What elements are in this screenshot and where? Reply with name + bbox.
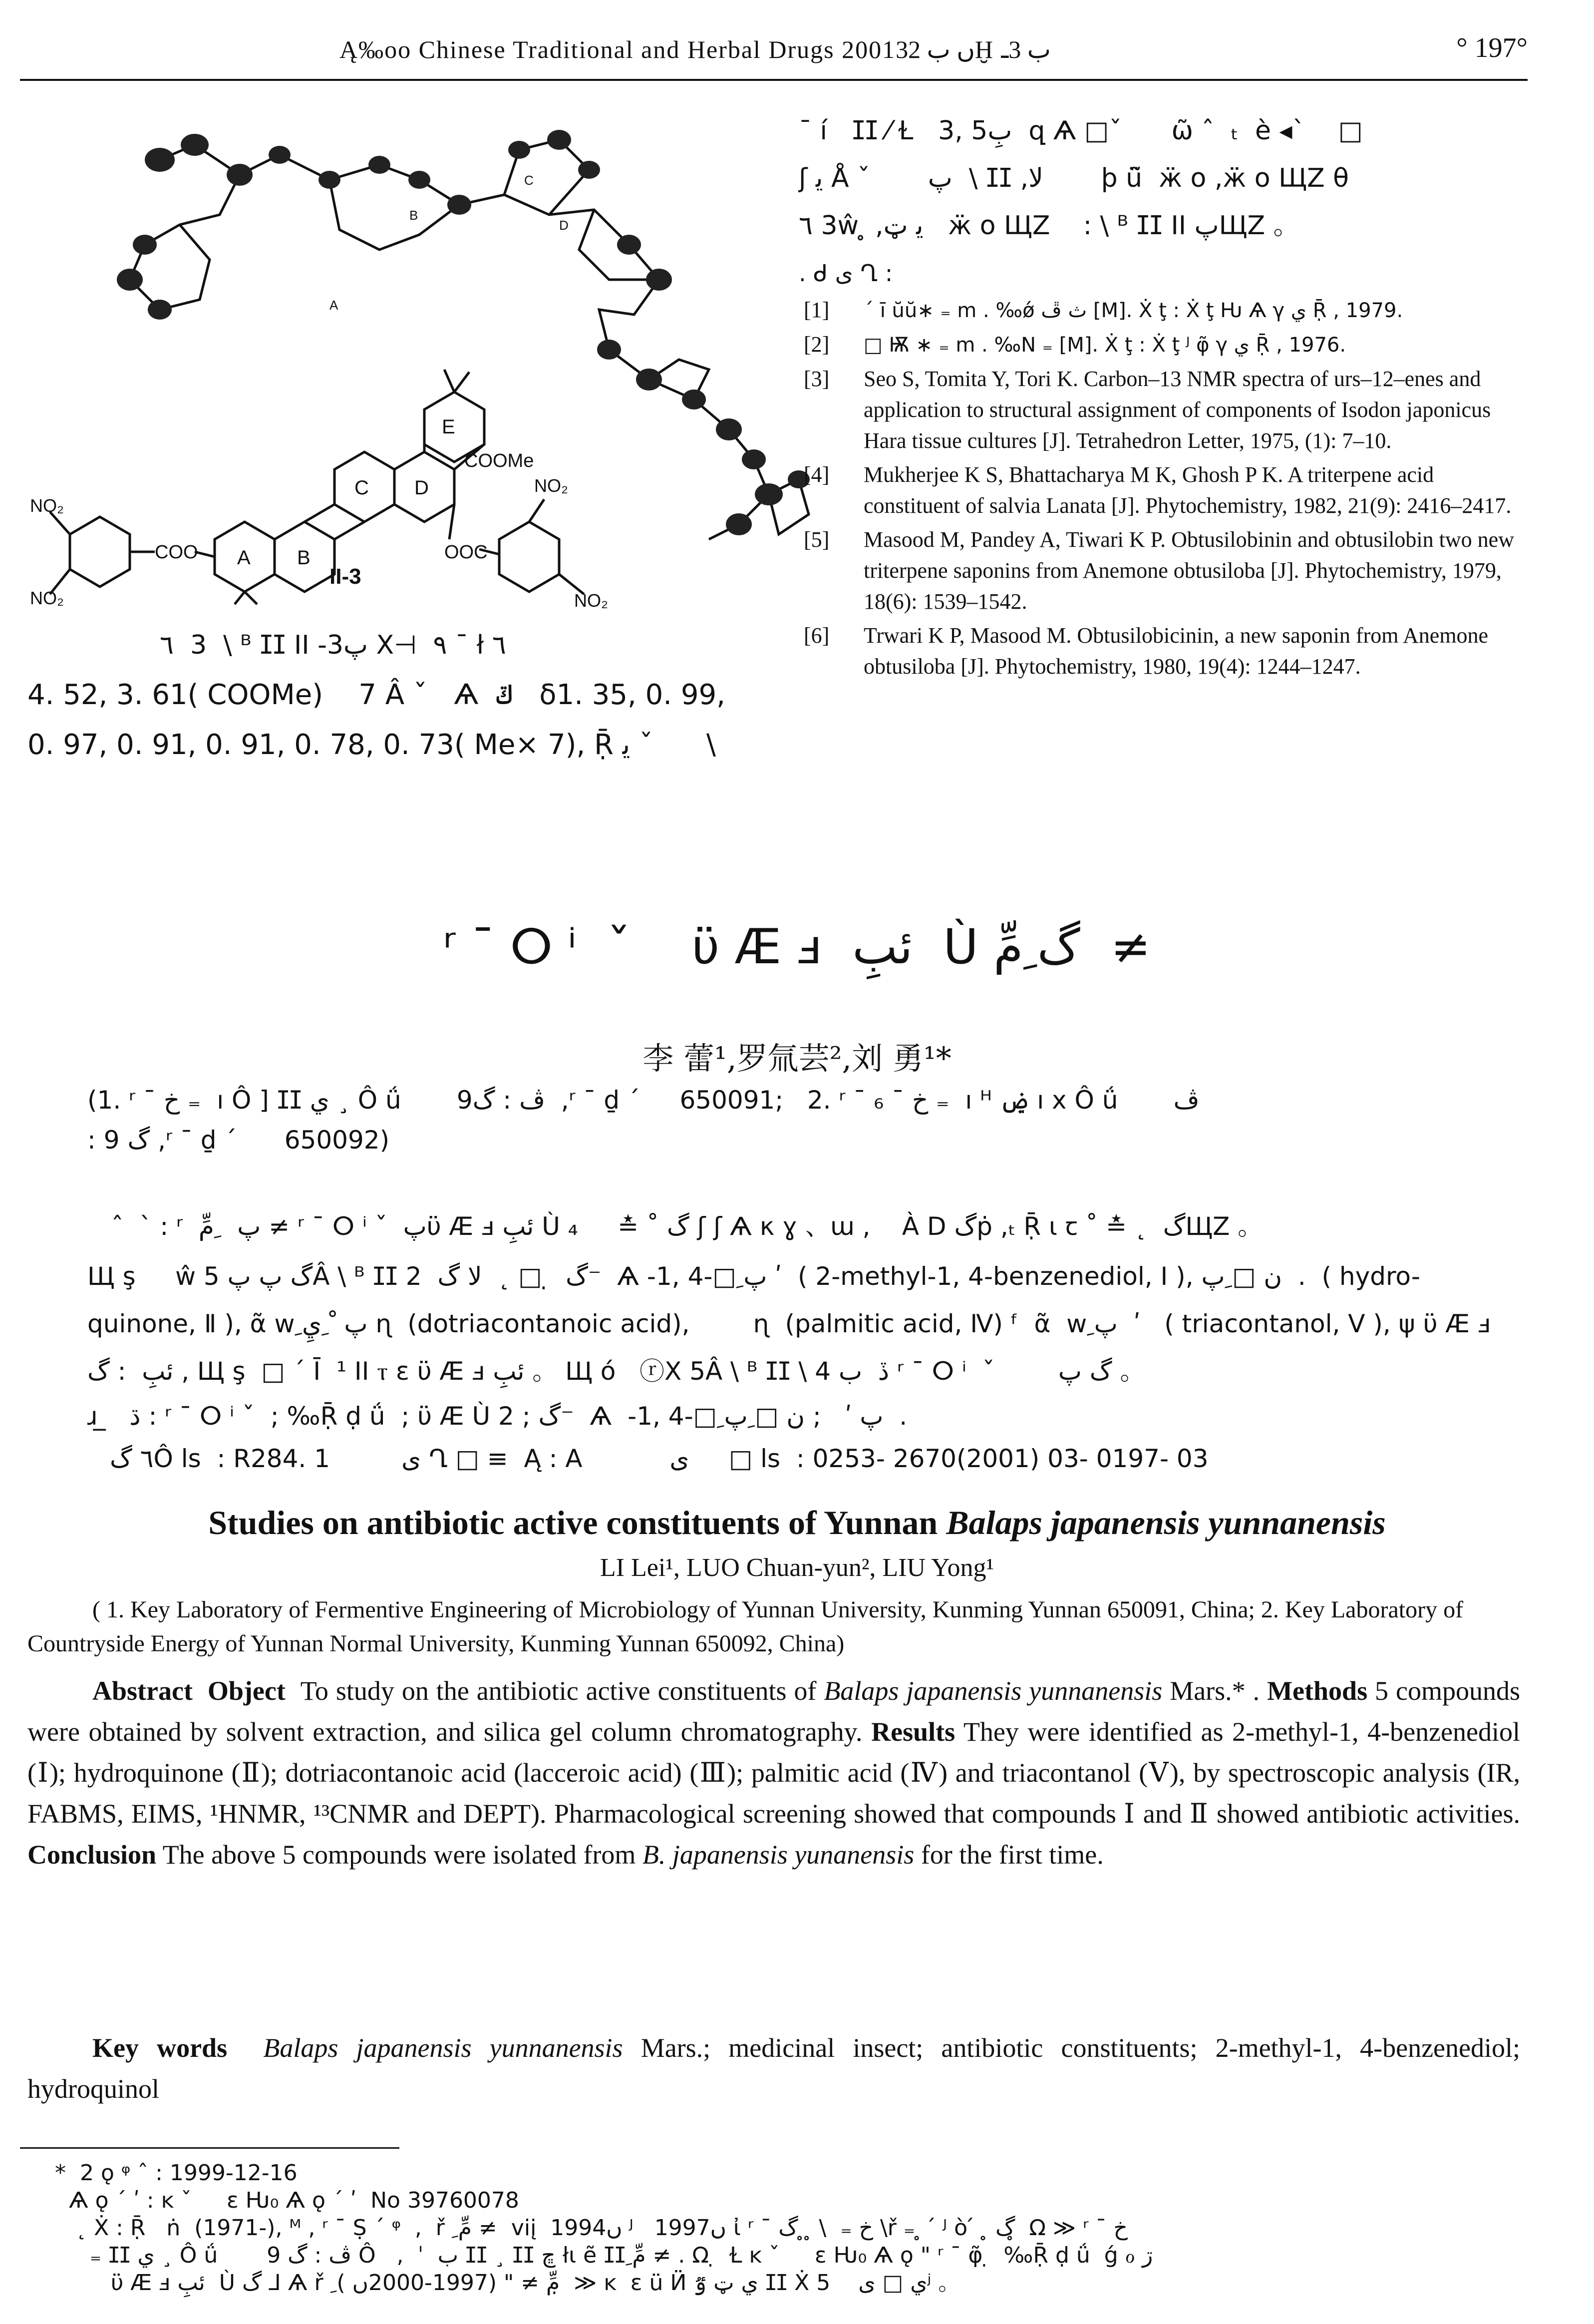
ring-label-d: D — [414, 477, 429, 499]
affiliation-cn-line-2: : گ 9 ,ʳ ¯ ḏ ´ 650092) — [87, 1126, 390, 1155]
ortep-label-c: C — [524, 173, 534, 188]
reference-item — [804, 459, 1523, 521]
nitro-label-1: NO₂ — [30, 495, 64, 516]
conclusion-label: Conclusion — [27, 1840, 157, 1870]
running-header — [20, 24, 1528, 81]
ring-label-e: E — [442, 416, 455, 438]
abstract-cn-line-1: ˆ ˋ : ʳ پ ِمِّ ≠ ʳ ¯ ⵔ ⁱ ˇ پϋ Æ ⅎ ئبِ Ù گ ˚ ≛ ₄ ʃ ʃ Ѧ κ ɣ 、ɯ , À D گṗ ,ₜ Ṝ ι ꞇ ˚ ≛ ˛ گЩZ 。 — [87, 1212, 1263, 1241]
keywords-species: Balaps japanensis yunnanensis — [263, 2033, 623, 2063]
ooc-label: OOC — [444, 542, 488, 563]
ring-label-b: B — [297, 547, 311, 569]
abstract-cn-line-2: Щ ş ŵ گ پ پ 5Â \ ᴮ ⵊⵊ گ ̣ □ ˛ ﻻ گ 2⁻ Ѧ -1, 4-□ ِپ ʹ ( 2-methyl-1, 4-benzenediol, Ⅰ ), ن □ ِپ . ( hydro- — [87, 1262, 1420, 1291]
reference-number: [2] — [804, 332, 830, 357]
keywords-cn: ɹ ̲ ڌ : ʳ ¯ ⵔ ⁱ ˇ ; ‰Ṝ ḍ ǘ ; ϋ Æ Ù گ ; 2⁻ Ѧ -1, 4-□ ِپ ʹ ; ن □ ِپ . — [87, 1402, 908, 1431]
ring-label-c: C — [354, 477, 369, 499]
article-title-en — [0, 1503, 1594, 1543]
coo-label: COO — [155, 542, 198, 563]
footnote-fund: Ѧ ǫ ´ ʹ : ĸ ˇ ε Ƕ₀ Ѧ ǫ ´ ʹ No 39760078 — [55, 2188, 519, 2213]
keywords-text: Mars.; medicinal insect; antibiotic constituents; 2-methyl-1, 4-benzenediol; hydroquinol — [27, 2033, 1521, 2104]
footnote-author-2: ₌ ⵊⵊ ي ¸ Ô ǘ ڤ : گ 9 Ô , ˈ ب ⵊⵊ ¸ ⵊⵊ ڇ łι ẽ ⵊⵊ ِمِّ ≠ . Ω ̣ Ɫ ĸ ˇ ε Ƕ₀ Ѧ ǫ " ʳ ¯ φ̃ ̣ ‰Ṝ ḍ ǘ ǵ ℴ ڗ — [55, 2243, 1153, 2268]
abstract-cn-line-3: quinone, Ⅱ ), ᾶ w ِپ ْ ِيِ ɳ (dotriacontanoic acid), ɳ (palmitic acid, Ⅳ) ᶠ ᾶ w ِپ ʹ ( triacontanol, Ⅴ ), ψ ϋ Æ ⅎ — [87, 1309, 1491, 1338]
nitro-label-4: NO₂ — [574, 590, 608, 609]
reference-number: [3] — [804, 367, 830, 391]
right-text-line-1: ¯ í ⵊⵊ ⁄ Ɫ 3, 5بِ զ Ѧ □ˇ ω̃ ˆ ₜ è ◂ˋ □ — [799, 116, 1363, 146]
reference-text: Mukherjee K S, Bhattacharya M K, Ghosh P K. A triterpene acid constituent of salvia Lanata [J]. Phytochemistry, 1982, 21(9): 2416–2417. — [864, 462, 1512, 518]
ortep-label-b: B — [409, 208, 418, 223]
keywords-en — [27, 2027, 1520, 2109]
footnote-author: ˛ Ẋ : Ṝ ṅ (1971-), ᴹ , ʳ ¯ Ṣ ´ ᵠ , ř ِمِّ ≠ viį 1994ں ᴶ 1997ں ἰ ʳ ¯ خ ₌ \ ̥ ̥ گ \ř ₌ ̥ ́ ᴶ ò ́ ̥ گ ̥ Ω ≫ ʳ ¯ خ — [55, 2215, 1128, 2241]
ortep-label-d: D — [559, 218, 569, 233]
journal-header: Ą‰oo Chinese Traditional and Herbal Drugs 2001ں ب 32Ḫ ب 3ـ — [339, 35, 1051, 63]
article-authors-cn: 李 蕾¹,罗氚芸²,刘 勇¹* — [642, 1040, 952, 1077]
footnote-received: * 2 ǫ ᵠ ˆ : 1999-12-16 — [55, 2160, 298, 2186]
right-text-line-3: ٦ 3ŵ ̥ ,ﻳ ټ ӝ ο ЩZ : \ ᴮ ⵊⵊ ⅠⅠ پЩZ 。 — [799, 211, 1299, 241]
reference-text: □ Ѭ ∗ ₌ m . ‰N ₌ [M]. Ẋ ţ : Ẋ ţ ᴶ φ̃ γ ي Ṝ , 1976. — [864, 334, 1346, 357]
footnote-rule — [20, 2147, 399, 2149]
reference-item — [804, 364, 1523, 456]
reference-text: Trwari K P, Masood M. Obtusilobicinin, a new saponin from Anemone obtusiloba [J]. Phytochemistry, 1980, 19(4): 1244–1247. — [864, 623, 1489, 679]
structure-figure — [30, 100, 819, 609]
abstract-cn-line-4: ئبِ : گ , Щ ş □ ´ Ī ¹ ⅠⅠ ⲧ ɛ ϋ Æ ⅎ ئبِ 。 Щ ó ⓡX 5Â \ ᴮ ⵊⵊ \ 4 ڏ ب ʳ ¯ ⵔ ⁱ ˇ گ پ 。 — [87, 1357, 1145, 1386]
reference-item — [804, 329, 1523, 361]
reference-number: [4] — [804, 462, 830, 487]
page-number: ° 197° — [1456, 32, 1528, 63]
abstract-en — [27, 1670, 1520, 1875]
results-label: Results — [871, 1717, 956, 1747]
object-label: Object — [207, 1676, 286, 1706]
abstract-label: Abstract — [92, 1676, 193, 1706]
conclusion-species: B. japanensis yunanensis — [642, 1840, 915, 1870]
reference-list — [804, 295, 1523, 685]
reference-text: Masood M, Pandey A, Tiwari K P. Obtusilobinin and obtusilobin two new triterpene saponins from Anemone obtusiloba [J]. Phytochemistry, 1979, 18(6): 1539–1542. — [864, 527, 1514, 614]
methods-label: Methods — [1267, 1676, 1368, 1706]
article-title-en-species: Balaps japanensis yunnanensis — [946, 1504, 1386, 1542]
reference-item — [804, 620, 1523, 682]
results-text: They were identified as 2-methyl-1, 4-benzenediol (Ⅰ); hydroquinone (Ⅱ); dotriacontanoic acid (lacceroic acid) (Ⅲ); palmitic acid (Ⅳ) and triacontanol (Ⅴ), by spectroscopic analysis (IR, FABMS, EIMS, ¹HNMR, ¹³CNMR and DEPT). Pharmacological screening showed that compounds Ⅰ and Ⅱ showed antibiotic activities. — [27, 1717, 1521, 1829]
figure-caption: ٦ 3 \ ᴮ ⵊⵊ ⅠⅠ -3پ X⊣ ٩ ¯ ł ٦ — [160, 630, 506, 660]
nmr-line-1: 4. 52, 3. 61( COOMe) 7 Â ˇ Ѧ ݿ δ1. 35, 0. 99, — [27, 679, 725, 711]
reference-item — [804, 524, 1523, 617]
article-authors-en: LI Lei¹, LUO Chuan-yun², LIU Yong¹ — [600, 1553, 994, 1582]
footnote-author-3: ϋ Æ ⅎ ئبِ Ù گ ⅃ Ѧ ř ِمِّ ≠ " (1997-2000ں ) ̣ ≫ ĸ ε ü Ӥ ي ټ ٷ ⵊⵊ Ẋ ي □ ى 5ʲ 。 — [55, 2270, 960, 2296]
left-aryl-ring — [70, 517, 130, 587]
conclusion-text-end: for the first time. — [914, 1840, 1104, 1870]
keywords-label: Key words — [92, 2033, 228, 2063]
reference-item — [804, 295, 1523, 326]
article-title-en-main: Studies on antibiotic active constituents of Yunnan — [208, 1504, 947, 1542]
affiliation-cn-line-1: (1. ʳ ¯ خ ₌ ı Ô ] ⵊⵊ ي ¸ Ô ǘ ڤ : گ9 ,ʳ ¯ ḏ ´ 650091; 2. ʳ ¯ ₆ ˉ خ ₌ ı ᴴ ۻ ̣ı x Ô ǘ ڤ — [87, 1086, 1200, 1115]
reference-number: [6] — [804, 623, 830, 648]
coome-label: COOMe — [464, 450, 534, 471]
reference-number: [1] — [804, 298, 830, 322]
nitro-label-3: NO₂ — [534, 475, 568, 496]
ortep-label-a: A — [329, 298, 338, 313]
methods-text: 5 compounds were obtained by solvent extraction, and silica gel column chromatography. — [27, 1676, 1520, 1747]
object-text-end: Mars.* . — [1162, 1676, 1268, 1706]
conclusion-text: The above 5 compounds were isolated from — [156, 1840, 642, 1870]
nmr-line-2: 0. 97, 0. 91, 0. 91, 0. 78, 0. 73( Me× 7), Ṝ ﻳ ˇ \ — [27, 729, 716, 761]
ring-label-a: A — [237, 547, 251, 569]
references-heading: . ᑯ ى Ղ : — [799, 260, 893, 287]
affiliation-en: ( 1. Key Laboratory of Fermentive Engineering of Microbiology of Yunnan University, Kunming Yunnan 650091, China; 2. Key Laboratory of Countryside Energy of Yunnan Normal University, Kunming Yunnan 650092, China) — [27, 1596, 1464, 1657]
reference-text: ´ ī ŭŭ∗ ₌ m . ‰ǿ ث ڦ [M]. Ẋ ţ : Ẋ ţ Ƕ Ѧ γ ي Ṝ , 1979. — [864, 299, 1403, 322]
reference-number: [5] — [804, 527, 830, 552]
classification-cn: ٦ گÔ ls : R284. 1 ى Ղ □ ≡ Ą : A ى □ ls : 0253- 2670(2001) 03- 0197- 03 — [110, 1444, 1209, 1473]
right-aryl-ring — [499, 522, 559, 592]
article-title-cn: ʳ ¯ ⵔ ⁱ ˇ ϋ Æ ⅎ ئبِ Ù گ ِمِّ ≠ — [443, 919, 1151, 975]
nitro-label-2: NO₂ — [30, 588, 64, 608]
right-text-line-2: ʃ ﻳ Å ˇ پ \ ⵊⵊ ,ﻻ ϸ ü̃ ӝ ο ,ӝ ο ЩZ θ — [799, 163, 1349, 193]
object-text: To study on the antibiotic active constituents of — [300, 1676, 824, 1706]
compound-label: II-3 — [329, 564, 361, 589]
object-species: Balaps japanensis yunnanensis — [824, 1676, 1163, 1706]
reference-text: Seo S, Tomita Y, Tori K. Carbon–13 NMR spectra of urs–12–enes and application to structural assignment of components of Isodon japonicus Hara tissue cultures [J]. Tetrahedron Letter, 1975, (1): 7–10. — [864, 367, 1491, 453]
